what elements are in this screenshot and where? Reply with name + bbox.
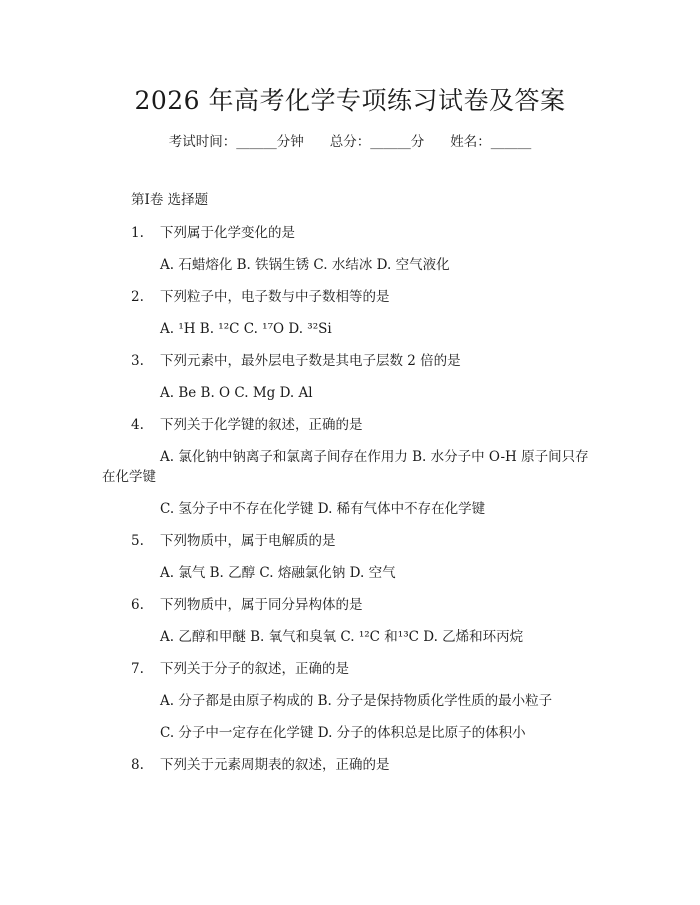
question-options: A. ¹H B. ¹²C C. ¹⁷O D. ³²Si [160,321,332,337]
question-number: 1. [131,225,144,241]
question-options: A. Be B. O C. Mg D. Al [160,385,313,401]
question-text: 下列物质中，属于同分异构体的是 [160,597,363,613]
question-text: 下列物质中，属于电解质的是 [160,533,336,549]
question-options: A. 氯气 B. 乙醇 C. 熔融氯化钠 D. 空气 [160,565,396,581]
total-score-field: 总分：______分 [329,134,425,150]
section-heading: 第Ⅰ卷 选择题 [131,192,209,208]
question-options: A. 石蜡熔化 B. 铁锅生锈 C. 水结冰 D. 空气液化 [160,257,450,273]
question-options: C. 氢分子中不存在化学键 D. 稀有气体中不存在化学键 [160,501,486,517]
question-text: 下列关于元素周期表的叙述，正确的是 [160,757,390,773]
page-title: 2026 年高考化学专项练习试卷及答案 [134,86,566,115]
question-text: 下列属于化学变化的是 [160,225,295,241]
exam-meta [0,133,700,151]
question-number: 7. [131,661,144,677]
question-options: A. 分子都是由原子构成的 B. 分子是保持物质化学性质的最小粒子 [160,693,553,709]
exam-time-field: 考试时间：______分钟 [168,134,304,150]
question-options: A. 乙醇和甲醚 B. 氧气和臭氧 C. ¹²C 和¹³C D. 乙烯和环丙烷 [160,629,524,645]
question-options: C. 分子中一定存在化学键 D. 分子的体积总是比原子的体积小 [160,725,526,741]
question-number: 3. [131,353,144,369]
question-options: A. 氯化钠中钠离子和氯离子间存在作用力 B. 水分子中 O-H 原子间只存 [160,449,589,465]
question-number: 5. [131,533,144,549]
question-options-continued: 在化学键 [102,469,156,485]
student-name-field: 姓名：______ [450,134,532,150]
question-text: 下列关于分子的叙述，正确的是 [160,661,349,677]
question-text: 下列关于化学键的叙述，正确的是 [160,417,363,433]
question-number: 8. [131,757,144,773]
question-text: 下列元素中，最外层电子数是其电子层数 2 倍的是 [160,353,461,369]
question-number: 2. [131,289,144,305]
question-number: 6. [131,597,144,613]
question-text: 下列粒子中，电子数与中子数相等的是 [160,289,390,305]
question-number: 4. [131,417,144,433]
